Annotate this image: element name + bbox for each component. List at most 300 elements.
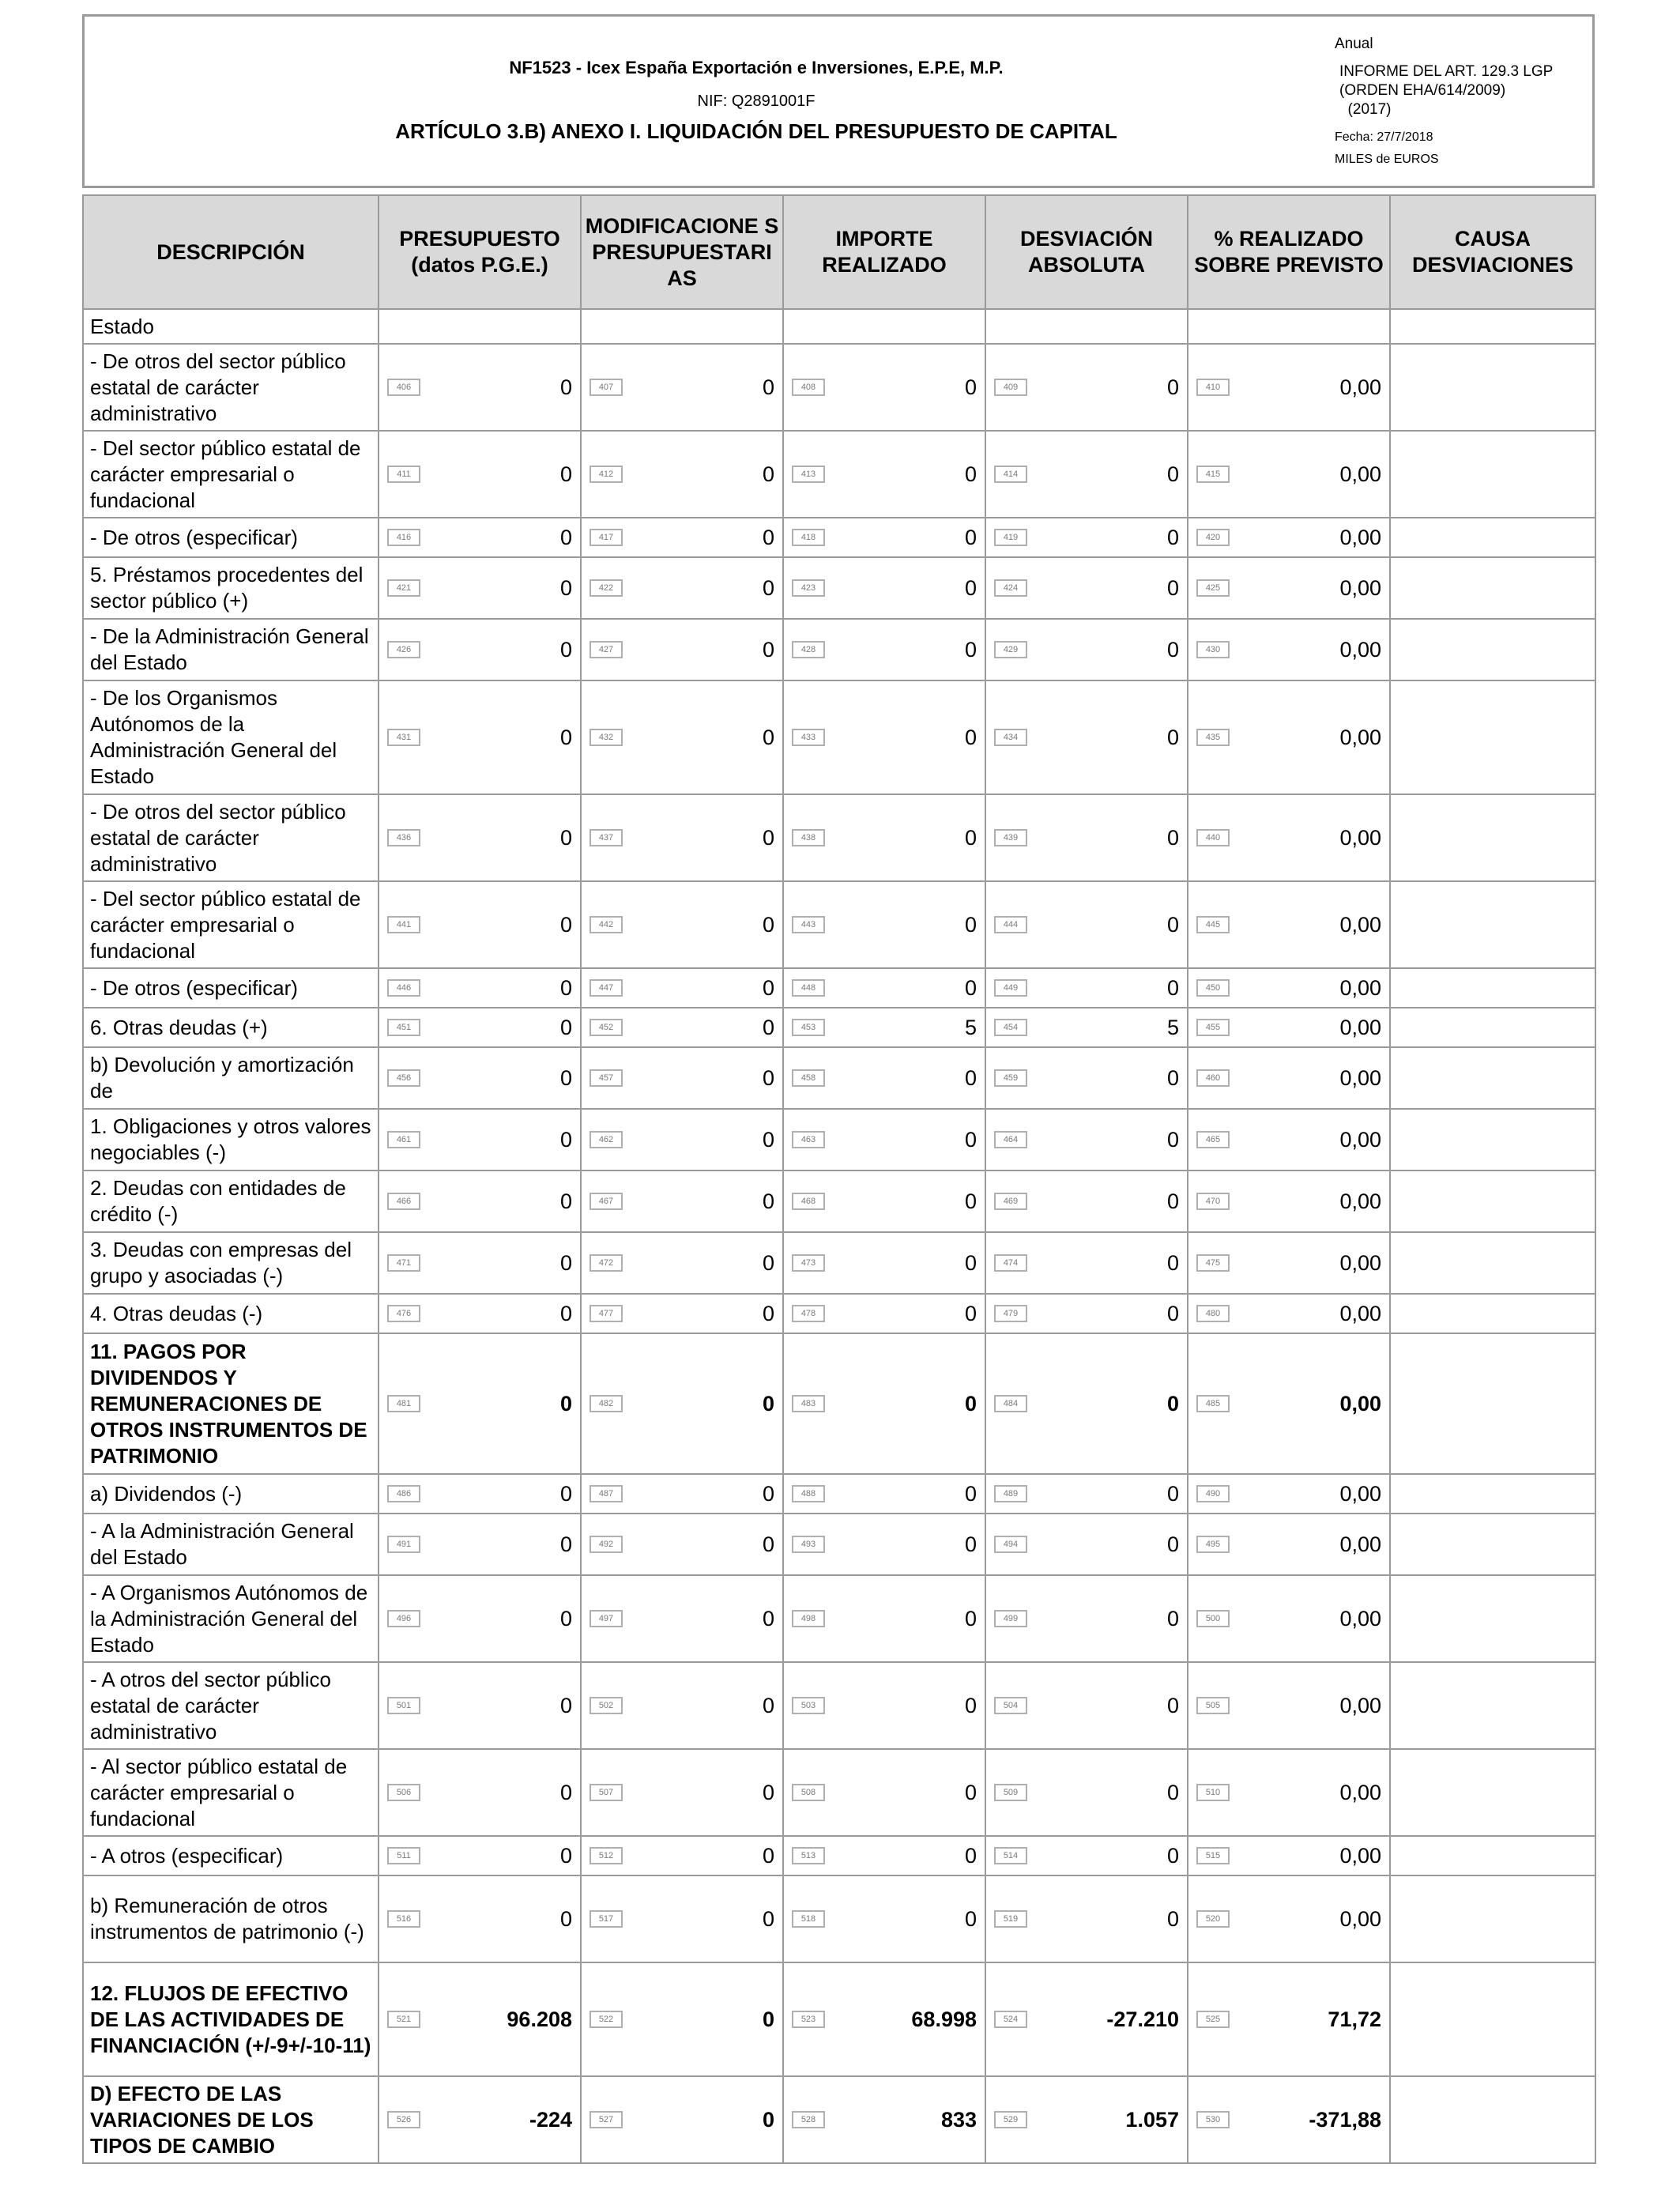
- cell-value: 0: [559, 975, 572, 1000]
- cell-value: 0: [559, 1843, 572, 1868]
- cell-value: 0: [762, 912, 774, 937]
- field-code-box: 479: [994, 1305, 1027, 1322]
- table-row: [83, 794, 1595, 881]
- cell-value: 96.208: [507, 2007, 572, 2031]
- cell-value: 1.057: [1125, 2107, 1179, 2132]
- value-cell: [379, 1749, 581, 1836]
- field-code-box: 493: [792, 1536, 825, 1553]
- cell-value: 0: [559, 1780, 572, 1804]
- value-cell: [985, 968, 1188, 1008]
- value-cell: [783, 1962, 985, 2076]
- row-description: a) Dividendos (-): [83, 1474, 379, 1514]
- col-header-importe: IMPORTE REALIZADO: [783, 195, 985, 309]
- field-code-box: 415: [1196, 466, 1230, 483]
- causa-cell: [1390, 1575, 1595, 1662]
- value-cell: [1188, 680, 1390, 794]
- row-description: D) EFECTO DE LAS VARIACIONES DE LOS TIPOS DE CAMBIO: [83, 2076, 379, 2163]
- value-cell: [985, 1749, 1188, 1836]
- field-code-box: 413: [792, 466, 825, 483]
- field-code-box: 501: [387, 1697, 420, 1714]
- value-cell: [1188, 309, 1390, 344]
- row-description: 5. Préstamos procedentes del sector público (+): [83, 557, 379, 619]
- field-code-box: 496: [387, 1610, 420, 1627]
- cell-value: 0: [964, 1065, 977, 1090]
- field-code-box: 498: [792, 1610, 825, 1627]
- value-cell: [1188, 1474, 1390, 1514]
- value-cell: [1188, 794, 1390, 881]
- field-code-box: 414: [994, 466, 1027, 483]
- field-code-box: 488: [792, 1485, 825, 1502]
- table-row: [83, 344, 1595, 431]
- field-code-box: 477: [590, 1305, 623, 1322]
- table-row: [83, 1474, 1595, 1514]
- field-code-box: 457: [590, 1069, 623, 1087]
- cell-value: 0: [559, 825, 572, 850]
- field-code-box: 510: [1196, 1784, 1230, 1801]
- cell-value: 0: [964, 1780, 977, 1804]
- cell-value: 0: [1166, 1906, 1179, 1931]
- cell-value: 0: [762, 637, 774, 662]
- field-code-box: 455: [1196, 1019, 1230, 1036]
- value-cell: [379, 680, 581, 794]
- value-cell: [1188, 1008, 1390, 1047]
- value-cell: [1188, 1662, 1390, 1749]
- field-code-box: 484: [994, 1395, 1027, 1412]
- cell-value: 0,00: [1339, 1843, 1381, 1868]
- row-description: 3. Deudas con empresas del grupo y asociadas (-): [83, 1232, 379, 1294]
- cell-value: 0: [559, 1906, 572, 1931]
- value-cell: [379, 1836, 581, 1875]
- cell-value: 0: [964, 825, 977, 850]
- cell-value: -27.210: [1106, 2007, 1179, 2031]
- field-code-box: 460: [1196, 1069, 1230, 1087]
- field-code-box: 502: [590, 1697, 623, 1714]
- cell-value: 0,00: [1339, 1250, 1381, 1275]
- cell-value: 0,00: [1339, 462, 1381, 486]
- cell-value: 0: [964, 1843, 977, 1868]
- value-cell: [581, 1575, 783, 1662]
- field-code-box: 452: [590, 1019, 623, 1036]
- value-cell: [1188, 557, 1390, 619]
- value-cell: [783, 619, 985, 680]
- field-code-box: 468: [792, 1193, 825, 1210]
- cell-value: 0: [559, 1015, 572, 1039]
- cell-value: 0,00: [1339, 912, 1381, 937]
- field-code-box: 454: [994, 1019, 1027, 1036]
- field-code-box: 456: [387, 1069, 420, 1087]
- cell-value: 0: [762, 1693, 774, 1717]
- cell-value: 0: [559, 725, 572, 749]
- cell-value: 0: [1166, 375, 1179, 399]
- causa-cell: [1390, 1047, 1595, 1109]
- value-cell: [1188, 1836, 1390, 1875]
- cell-value: 0: [762, 1015, 774, 1039]
- value-cell: [985, 1662, 1188, 1749]
- cell-value: 0,00: [1339, 525, 1381, 549]
- field-code-box: 473: [792, 1254, 825, 1272]
- field-code-box: 419: [994, 529, 1027, 546]
- table-row: [83, 619, 1595, 680]
- value-cell: [379, 1008, 581, 1047]
- col-header-causa: CAUSA DESVIACIONES: [1390, 195, 1595, 309]
- value-cell: [1188, 619, 1390, 680]
- cell-value: 0: [559, 1250, 572, 1275]
- table-row: [83, 1333, 1595, 1474]
- field-code-box: 453: [792, 1019, 825, 1036]
- value-cell: [379, 1232, 581, 1294]
- field-code-box: 515: [1196, 1847, 1230, 1864]
- cell-value: 0: [964, 1301, 977, 1325]
- col-header-modificaciones: MODIFICACIONE S PRESUPUESTARI AS: [581, 195, 783, 309]
- field-code-box: 417: [590, 529, 623, 546]
- cell-value: 0: [964, 1606, 977, 1630]
- field-code-box: 476: [387, 1305, 420, 1322]
- col-header-realizado: % REALIZADO SOBRE PREVISTO: [1188, 195, 1390, 309]
- table-row: [83, 1171, 1595, 1232]
- value-cell: [783, 881, 985, 968]
- value-cell: [581, 1047, 783, 1109]
- cell-value: 0: [559, 375, 572, 399]
- field-code-box: 483: [792, 1395, 825, 1412]
- cell-value: 0: [762, 2107, 774, 2132]
- field-code-box: 430: [1196, 641, 1230, 658]
- value-cell: [581, 881, 783, 968]
- value-cell: [985, 680, 1188, 794]
- value-cell: [379, 1109, 581, 1171]
- causa-cell: [1390, 881, 1595, 968]
- row-description: - Del sector público estatal de carácter empresarial o fundacional: [83, 881, 379, 968]
- cell-value: 0: [964, 575, 977, 600]
- field-code-box: 490: [1196, 1485, 1230, 1502]
- value-cell: [581, 1474, 783, 1514]
- value-cell: [985, 1575, 1188, 1662]
- field-code-box: 459: [994, 1069, 1027, 1087]
- field-code-box: 465: [1196, 1131, 1230, 1148]
- cell-value: 0: [762, 1481, 774, 1506]
- value-cell: [1188, 881, 1390, 968]
- cell-value: 5: [964, 1015, 977, 1039]
- cell-value: 0: [762, 1843, 774, 1868]
- cell-value: 0,00: [1339, 1481, 1381, 1506]
- value-cell: [1188, 968, 1390, 1008]
- row-description: - A otros del sector público estatal de carácter administrativo: [83, 1662, 379, 1749]
- report-header: [82, 14, 1595, 188]
- field-code-box: 489: [994, 1485, 1027, 1502]
- cell-value: 0: [559, 1065, 572, 1090]
- value-cell: [379, 1875, 581, 1962]
- causa-cell: [1390, 1514, 1595, 1575]
- field-code-box: 426: [387, 641, 420, 658]
- cell-value: 0: [762, 1606, 774, 1630]
- cell-value: 0: [559, 1127, 572, 1152]
- field-code-box: 462: [590, 1131, 623, 1148]
- value-cell: [1188, 1514, 1390, 1575]
- field-code-box: 440: [1196, 829, 1230, 846]
- value-cell: [581, 1333, 783, 1474]
- cell-value: 0: [1166, 1391, 1179, 1416]
- field-code-box: 492: [590, 1536, 623, 1553]
- value-cell: [783, 1333, 985, 1474]
- value-cell: [379, 1171, 581, 1232]
- value-cell: [581, 431, 783, 518]
- budget-table: [82, 194, 1596, 2164]
- field-code-box: 439: [994, 829, 1027, 846]
- field-code-box: 521: [387, 2011, 420, 2028]
- row-description: 4. Otras deudas (-): [83, 1294, 379, 1333]
- field-code-box: 432: [590, 729, 623, 746]
- table-row: [83, 1875, 1595, 1962]
- cell-value: -224: [529, 2107, 572, 2132]
- value-cell: [783, 1662, 985, 1749]
- field-code-box: 423: [792, 579, 825, 597]
- cell-value: 0: [964, 1250, 977, 1275]
- field-code-box: 416: [387, 529, 420, 546]
- cell-value: 0,00: [1339, 1189, 1381, 1213]
- cell-value: 0: [1166, 1065, 1179, 1090]
- value-cell: [783, 968, 985, 1008]
- value-cell: [379, 1474, 581, 1514]
- value-cell: [581, 1749, 783, 1836]
- field-code-box: 449: [994, 979, 1027, 997]
- field-code-box: 418: [792, 529, 825, 546]
- cell-value: 0: [559, 1693, 572, 1717]
- cell-value: 0: [762, 2007, 774, 2031]
- report-title: ARTÍCULO 3.B) ANEXO I. LIQUIDACIÓN DEL PRESUPUESTO DE CAPITAL: [395, 119, 1117, 143]
- field-code-box: 408: [792, 379, 825, 396]
- field-code-box: 524: [994, 2011, 1027, 2028]
- entity-name: NF1523 - Icex España Exportación e Inversiones, E.P.E, M.P.: [509, 58, 1004, 77]
- value-cell: [581, 1232, 783, 1294]
- cell-value: 0: [964, 1693, 977, 1717]
- field-code-box: 458: [792, 1069, 825, 1087]
- field-code-box: 471: [387, 1254, 420, 1272]
- field-code-box: 506: [387, 1784, 420, 1801]
- field-code-box: 466: [387, 1193, 420, 1210]
- table-row: [83, 881, 1595, 968]
- field-code-box: 485: [1196, 1395, 1230, 1412]
- value-cell: [783, 1047, 985, 1109]
- field-code-box: 412: [590, 466, 623, 483]
- field-code-box: 427: [590, 641, 623, 658]
- row-description: 11. PAGOS POR DIVIDENDOS Y REMUNERACIONES DE OTROS INSTRUMENTOS DE PATRIMONIO: [83, 1333, 379, 1474]
- value-cell: [985, 309, 1188, 344]
- row-description: - A otros (especificar): [83, 1836, 379, 1875]
- cell-value: 0,00: [1339, 975, 1381, 1000]
- cell-value: 0,00: [1339, 1693, 1381, 1717]
- cell-value: 0: [762, 375, 774, 399]
- cell-value: 0: [559, 525, 572, 549]
- value-cell: [1188, 431, 1390, 518]
- table-row: [83, 968, 1595, 1008]
- cell-value: 0: [762, 1532, 774, 1556]
- field-code-box: 467: [590, 1193, 623, 1210]
- cell-value: 0,00: [1339, 1391, 1381, 1416]
- table-row: [83, 518, 1595, 557]
- field-code-box: 411: [387, 466, 420, 483]
- row-description: - Al sector público estatal de carácter empresarial o fundacional: [83, 1749, 379, 1836]
- field-code-box: 406: [387, 379, 420, 396]
- value-cell: [1188, 1109, 1390, 1171]
- value-cell: [783, 1232, 985, 1294]
- cell-value: 0,00: [1339, 1065, 1381, 1090]
- col-header-descripcion: DESCRIPCIÓN: [83, 195, 379, 309]
- cell-value: 0,00: [1339, 1606, 1381, 1630]
- value-cell: [985, 1962, 1188, 2076]
- row-description: - De otros (especificar): [83, 968, 379, 1008]
- field-code-box: 504: [994, 1697, 1027, 1714]
- cell-value: 0,00: [1339, 725, 1381, 749]
- table-row: [83, 1008, 1595, 1047]
- field-code-box: 424: [994, 579, 1027, 597]
- field-code-box: 482: [590, 1395, 623, 1412]
- cell-value: 0: [559, 1301, 572, 1325]
- value-cell: [581, 2076, 783, 2163]
- field-code-box: 526: [387, 2111, 420, 2128]
- cell-value: 0,00: [1339, 1127, 1381, 1152]
- field-code-box: 472: [590, 1254, 623, 1272]
- cell-value: 0,00: [1339, 1301, 1381, 1325]
- value-cell: [985, 431, 1188, 518]
- cell-value: 0,00: [1339, 1015, 1381, 1039]
- row-description: - A Organismos Autónomos de la Administración General del Estado: [83, 1575, 379, 1662]
- table-row: [83, 1232, 1595, 1294]
- value-cell: [783, 2076, 985, 2163]
- cell-value: 0: [964, 725, 977, 749]
- cell-value: 0: [762, 975, 774, 1000]
- field-code-box: 470: [1196, 1193, 1230, 1210]
- report-reference: INFORME DEL ART. 129.3 LGP (ORDEN EHA/614/2009) (2017): [1339, 63, 1554, 118]
- cell-value: 0: [762, 825, 774, 850]
- cell-value: 0,00: [1339, 1780, 1381, 1804]
- row-description: - De los Organismos Autónomos de la Administración General del Estado: [83, 680, 379, 794]
- cell-value: 0: [964, 525, 977, 549]
- value-cell: [1188, 1294, 1390, 1333]
- table-row: [83, 1749, 1595, 1836]
- value-cell: [985, 1047, 1188, 1109]
- value-cell: [581, 1836, 783, 1875]
- field-code-box: 503: [792, 1697, 825, 1714]
- value-cell: [783, 1171, 985, 1232]
- value-cell: [379, 431, 581, 518]
- field-code-box: 410: [1196, 379, 1230, 396]
- table-row: [83, 1047, 1595, 1109]
- causa-cell: [1390, 1109, 1595, 1171]
- field-code-box: 520: [1196, 1910, 1230, 1928]
- value-cell: [985, 1474, 1188, 1514]
- field-code-box: 431: [387, 729, 420, 746]
- cell-value: 0: [1166, 575, 1179, 600]
- field-code-box: 513: [792, 1847, 825, 1864]
- field-code-box: 505: [1196, 1697, 1230, 1714]
- table-row: [83, 309, 1595, 344]
- cell-value: 0: [1166, 525, 1179, 549]
- value-cell: [985, 1836, 1188, 1875]
- cell-value: 0: [559, 912, 572, 937]
- cell-value: 0: [1166, 1780, 1179, 1804]
- field-code-box: 518: [792, 1910, 825, 1928]
- cell-value: 0: [559, 1532, 572, 1556]
- field-code-box: 522: [590, 2011, 623, 2028]
- field-code-box: 444: [994, 916, 1027, 933]
- value-cell: [1188, 518, 1390, 557]
- field-code-box: 517: [590, 1910, 623, 1928]
- cell-value: 0: [964, 912, 977, 937]
- cell-value: 0: [1166, 1189, 1179, 1213]
- value-cell: [379, 1514, 581, 1575]
- cell-value: 0: [1166, 975, 1179, 1000]
- table-row: [83, 2076, 1595, 2163]
- cell-value: 0: [762, 1127, 774, 1152]
- field-code-box: 474: [994, 1254, 1027, 1272]
- value-cell: [783, 1294, 985, 1333]
- cell-value: 0,00: [1339, 1532, 1381, 1556]
- field-code-box: 508: [792, 1784, 825, 1801]
- cell-value: 0: [1166, 725, 1179, 749]
- cell-value: 0: [559, 575, 572, 600]
- cell-value: 0: [762, 1391, 774, 1416]
- value-cell: [1188, 344, 1390, 431]
- causa-cell: [1390, 1294, 1595, 1333]
- cell-value: 0: [559, 1606, 572, 1630]
- cell-value: 0: [964, 462, 977, 486]
- value-cell: [379, 344, 581, 431]
- value-cell: [783, 1514, 985, 1575]
- value-cell: [581, 1875, 783, 1962]
- field-code-box: 422: [590, 579, 623, 597]
- field-code-box: 442: [590, 916, 623, 933]
- value-cell: [985, 1109, 1188, 1171]
- value-cell: [379, 309, 581, 344]
- value-cell: [985, 794, 1188, 881]
- field-code-box: 478: [792, 1305, 825, 1322]
- value-cell: [985, 1294, 1188, 1333]
- value-cell: [783, 1008, 985, 1047]
- field-code-box: 528: [792, 2111, 825, 2128]
- value-cell: [783, 1836, 985, 1875]
- value-cell: [581, 557, 783, 619]
- field-code-box: 438: [792, 829, 825, 846]
- table-header-row: [83, 195, 1595, 309]
- value-cell: [379, 1962, 581, 2076]
- value-cell: [1188, 1047, 1390, 1109]
- table-row: [83, 1662, 1595, 1749]
- field-code-box: 420: [1196, 529, 1230, 546]
- cell-value: 0: [964, 1906, 977, 1931]
- causa-cell: [1390, 1836, 1595, 1875]
- period-label: Anual: [1335, 36, 1373, 52]
- cell-value: 0: [559, 1189, 572, 1213]
- value-cell: [1188, 1749, 1390, 1836]
- value-cell: [379, 1294, 581, 1333]
- value-cell: [783, 557, 985, 619]
- table-row: [83, 1109, 1595, 1171]
- causa-cell: [1390, 309, 1595, 344]
- causa-cell: [1390, 518, 1595, 557]
- cell-value: 0: [1166, 1606, 1179, 1630]
- table-row: [83, 1962, 1595, 2076]
- value-cell: [985, 1514, 1188, 1575]
- value-cell: [985, 1333, 1188, 1474]
- cell-value: 0: [1166, 462, 1179, 486]
- value-cell: [1188, 1232, 1390, 1294]
- field-code-box: 447: [590, 979, 623, 997]
- cell-value: 833: [940, 2107, 977, 2132]
- value-cell: [783, 518, 985, 557]
- value-cell: [985, 619, 1188, 680]
- cell-value: 0: [1166, 1301, 1179, 1325]
- field-code-box: 507: [590, 1784, 623, 1801]
- entity-nif: NIF: Q2891001F: [697, 92, 816, 110]
